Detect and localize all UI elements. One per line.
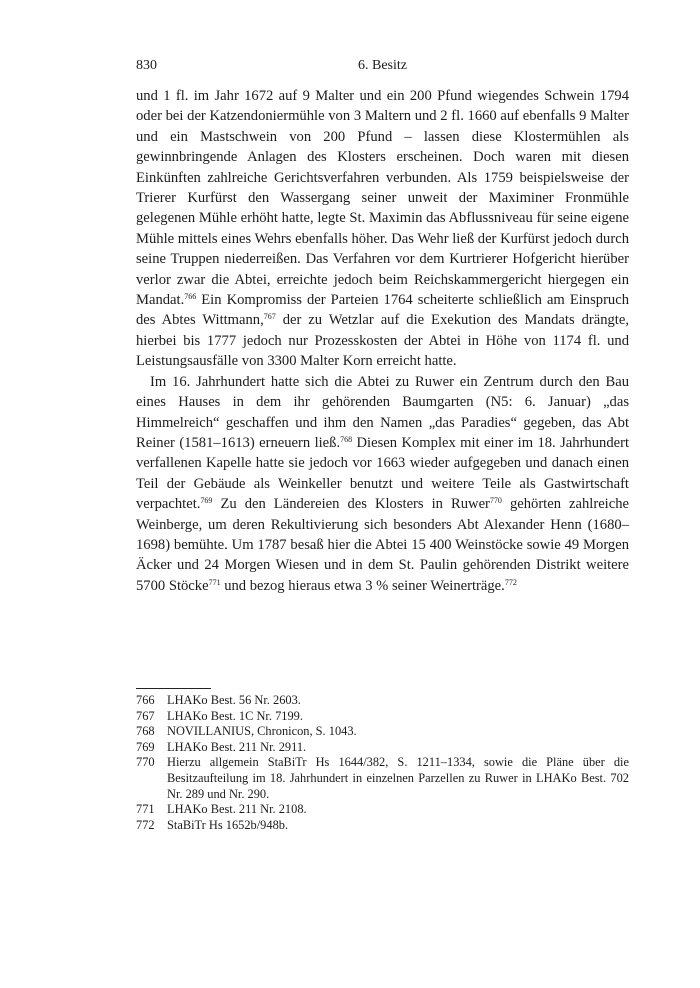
footnote-ref[interactable]: 772: [504, 577, 517, 587]
footnote: [136, 755, 629, 802]
footnote-number: 770: [136, 755, 155, 770]
page-header: [136, 58, 629, 82]
footnote-ref[interactable]: 768: [340, 434, 353, 444]
footnote-ref[interactable]: 769: [200, 496, 213, 506]
footnote-number: 769: [136, 739, 155, 754]
text-segment: der zu Wetzlar auf die Exekution des Mandats drängte, hierbei bis 1777 jedoch nur Prozesskosten der Abtei in Höhe von 1174 fl. und Leistungsausfälle von 3300 Malter Korn erreicht hatte.: [136, 312, 629, 370]
text-segment: Ein Kompromiss der Parteien 1764 scheiterte schließlich am Einspruch des Abtes Wittmann,: [136, 292, 629, 329]
paragraph: [136, 86, 629, 372]
paragraph: [136, 372, 629, 596]
running-head: 6. Besitz: [358, 58, 407, 73]
footnote-text: StaBiTr Hs 1652b/948b.: [167, 817, 289, 832]
footnote: [136, 818, 629, 834]
footnote-text: LHAKo Best. 211 Nr. 2911.: [167, 739, 307, 754]
footnote: [136, 709, 629, 725]
text-segment: Im 16. Jahrhundert hatte sich die Abtei zu Ruwer ein Zentrum durch den Bau eines Hauses in dem ihr gehörenden Baumgarten (N5: 6. Januar) „das Himmelreich“ geschaffen und ihm den Namen „das Paradies“ gegeben, das Abt Reiner (1581–1613) erneuern ließ.: [136, 373, 629, 451]
footnote-text: LHAKo Best. 211 Nr. 2108.: [167, 802, 307, 817]
footnote: [136, 724, 629, 740]
page-number: 830: [136, 58, 157, 73]
footnote-text: Hierzu allgemein StaBiTr Hs 1644/382, S. 1211–1334, sowie die Pläne über die Besitzaufteilung im 18. Jahrhundert in einzelnen Parzellen zu Ruwer in LHAKo Best. 702 Nr. 289 und Nr. 290.: [167, 755, 629, 801]
footnote-ref[interactable]: 767: [263, 312, 276, 322]
footnote-number: 772: [136, 817, 155, 832]
footnote-separator: [136, 688, 211, 689]
footnote: [136, 693, 629, 709]
footnote-number: 767: [136, 708, 155, 723]
footnote-text: LHAKo Best. 56 Nr. 2603.: [167, 693, 301, 707]
text-segment: gehörten zahlreiche Weinberge, um deren Rekultivierung sich besonders Abt Alexander Henn (1680–1698) bemühte. Um 1787 besaß hier die Abtei 15 400 Weinstöcke sowie 49 Morgen Äcker und 24 Morgen Wiesen und in dem St. Paulin gehörenden Distrikt weitere 5700 Stöcke: [136, 496, 629, 594]
footnote: [136, 740, 629, 756]
footnote-ref[interactable]: 771: [208, 577, 221, 587]
footnote: [136, 802, 629, 818]
text-segment: und 1 fl. im Jahr 1672 auf 9 Malter und ein 200 Pfund wiegendes Schwein 1794 oder bei der Katzendoniermühle von 3 Maltern und 2 fl. 1660 auf ebenfalls 9 Malter und ein Mastschwein von 200 Pfund – lassen diese Klostermühlen als gewinnbringende Anlagen des Klosters erscheinen. Doch waren mit diesen Einkünften zahlreiche Gerichtsverfahren verbunden. Als 1759 beispielsweise der Trierer Kurfürst den Wassergang seiner unweit der Maximiner Fronmühle gelegenen Mühle erhöht hatte, legte St. Maximin das Abflussniveau für seine eigene Mühle mittels eines Wehrs ebenfalls höher. Das Wehr ließ der Kurfürst jedoch durch seine Truppen niederreißen. Das Verfahren vor dem Kurtrierer Hofgericht hierüber verlor zwar die Abtei, erreichte jedoch beim Reichskammergericht hiergegen ein Mandat.: [136, 88, 629, 309]
text-segment: und bezog hieraus etwa 3 % seiner Weinerträge.: [220, 577, 505, 594]
body-text: [136, 86, 629, 596]
footnote-ref[interactable]: 770: [489, 496, 502, 506]
footnote-number: 766: [136, 693, 155, 707]
footnote-number: 771: [136, 802, 155, 817]
text-segment: Diesen Komplex mit einer im 18. Jahrhundert verfallenen Kapelle hatte sie jedoch vor 1663 wieder aufgegeben und danach einen Teil der Gebäude als Weinkeller benutzt und weitere Teile als Gastwirtschaft verpachtet.: [136, 434, 630, 513]
footnotes: [136, 688, 629, 833]
footnote-text: LHAKo Best. 1C Nr. 7199.: [167, 708, 303, 723]
footnote-text: NOVILLANIUS, Chronicon, S. 1043.: [167, 724, 357, 739]
page: [136, 58, 629, 596]
text-segment: Zu den Ländereien des Klosters in Ruwer: [212, 496, 490, 513]
footnote-ref[interactable]: 766: [184, 292, 197, 302]
footnote-number: 768: [136, 724, 155, 739]
